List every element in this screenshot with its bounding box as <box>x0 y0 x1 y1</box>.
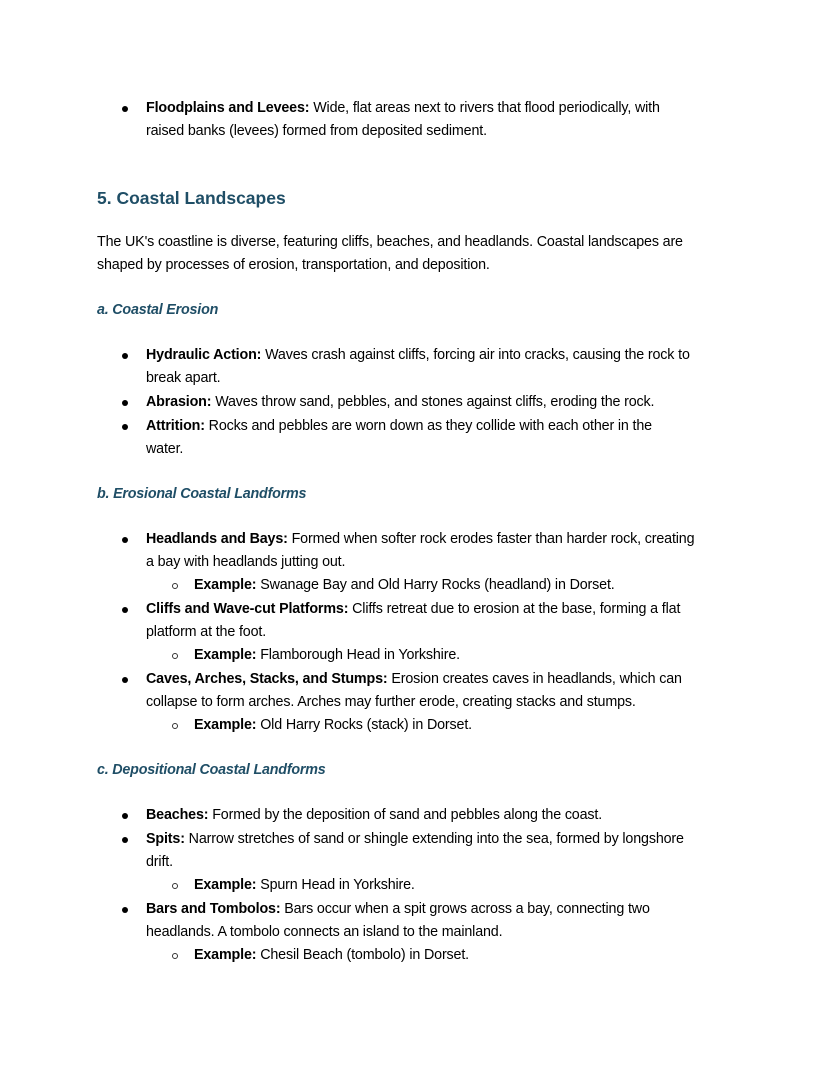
list-item-text-cont: collapse to form arches. Arches may further erode, creating stacks and stumps. <box>146 694 636 710</box>
bullet-icon <box>122 813 128 819</box>
bullet-icon <box>122 400 128 406</box>
list-item-text-cont: raised banks (levees) formed from deposited sediment. <box>146 123 487 139</box>
bullet-icon <box>122 353 128 359</box>
list-item-text-cont: break apart. <box>146 370 221 386</box>
list-item-text: Abrasion: Waves throw sand, pebbles, and stones against cliffs, eroding the rock. <box>146 394 655 410</box>
list-item-text: Floodplains and Levees: Wide, flat areas next to rivers that flood periodically, with <box>146 100 660 116</box>
subsection-title-erosional-landforms: b. Erosional Coastal Landforms <box>97 486 307 502</box>
bullet-icon <box>122 537 128 543</box>
list-item-text-cont: a bay with headlands jutting out. <box>146 554 346 570</box>
term: Headlands and Bays: <box>146 531 288 547</box>
circle-bullet-icon <box>172 953 178 959</box>
term: Attrition: <box>146 418 205 434</box>
list-item-text: Caves, Arches, Stacks, and Stumps: Erosion creates caves in headlands, which can <box>146 671 682 687</box>
list-item-text: Hydraulic Action: Waves crash against cliffs, forcing air into cracks, causing the rock to <box>146 347 690 363</box>
bullet-icon <box>122 677 128 683</box>
section-title: 5. Coastal Landscapes <box>97 188 286 208</box>
term: Abrasion: <box>146 394 212 410</box>
example-text: Example: Spurn Head in Yorkshire. <box>194 877 415 893</box>
term: Bars and Tombolos: <box>146 901 281 917</box>
list-item-text-cont: headlands. A tombolo connects an island to the mainland. <box>146 924 503 940</box>
term: Cliffs and Wave-cut Platforms: <box>146 601 349 617</box>
list-item-text: Spits: Narrow stretches of sand or shingle extending into the sea, formed by longshore <box>146 831 684 847</box>
list-item-text: Headlands and Bays: Formed when softer rock erodes faster than harder rock, creating <box>146 531 695 547</box>
circle-bullet-icon <box>172 723 178 729</box>
bullet-icon <box>122 424 128 430</box>
bullet-icon <box>122 106 128 112</box>
bullet-icon <box>122 607 128 613</box>
circle-bullet-icon <box>172 653 178 659</box>
list-item-text-cont: drift. <box>146 854 173 870</box>
subsection-title-coastal-erosion: a. Coastal Erosion <box>97 302 219 318</box>
example-text: Example: Old Harry Rocks (stack) in Dorset. <box>194 717 472 733</box>
example-text: Example: Flamborough Head in Yorkshire. <box>194 647 460 663</box>
term: Beaches: <box>146 807 209 823</box>
circle-bullet-icon <box>172 583 178 589</box>
term: Caves, Arches, Stacks, and Stumps: <box>146 671 388 687</box>
section-intro: The UK's coastline is diverse, featuring cliffs, beaches, and headlands. Coastal landscapes are <box>97 234 683 250</box>
example-text: Example: Chesil Beach (tombolo) in Dorset. <box>194 947 469 963</box>
circle-bullet-icon <box>172 883 178 889</box>
example-text: Example: Swanage Bay and Old Harry Rocks (headland) in Dorset. <box>194 577 615 593</box>
section-intro-cont: shaped by processes of erosion, transportation, and deposition. <box>97 257 490 273</box>
list-item-text: Cliffs and Wave-cut Platforms: Cliffs retreat due to erosion at the base, forming a flat <box>146 601 681 617</box>
term: Spits: <box>146 831 185 847</box>
list-item-text-cont: water. <box>146 441 184 457</box>
bullet-icon <box>122 837 128 843</box>
subsection-title-depositional-landforms: c. Depositional Coastal Landforms <box>97 762 326 778</box>
list-item-text-cont: platform at the foot. <box>146 624 267 640</box>
bullet-icon <box>122 907 128 913</box>
list-item-text: Attrition: Rocks and pebbles are worn down as they collide with each other in the <box>146 418 652 434</box>
list-item-text: Beaches: Formed by the deposition of sand and pebbles along the coast. <box>146 807 603 823</box>
term: Floodplains and Levees: <box>146 100 310 116</box>
list-item-text: Bars and Tombolos: Bars occur when a spit grows across a bay, connecting two <box>146 901 650 917</box>
term: Hydraulic Action: <box>146 347 262 363</box>
